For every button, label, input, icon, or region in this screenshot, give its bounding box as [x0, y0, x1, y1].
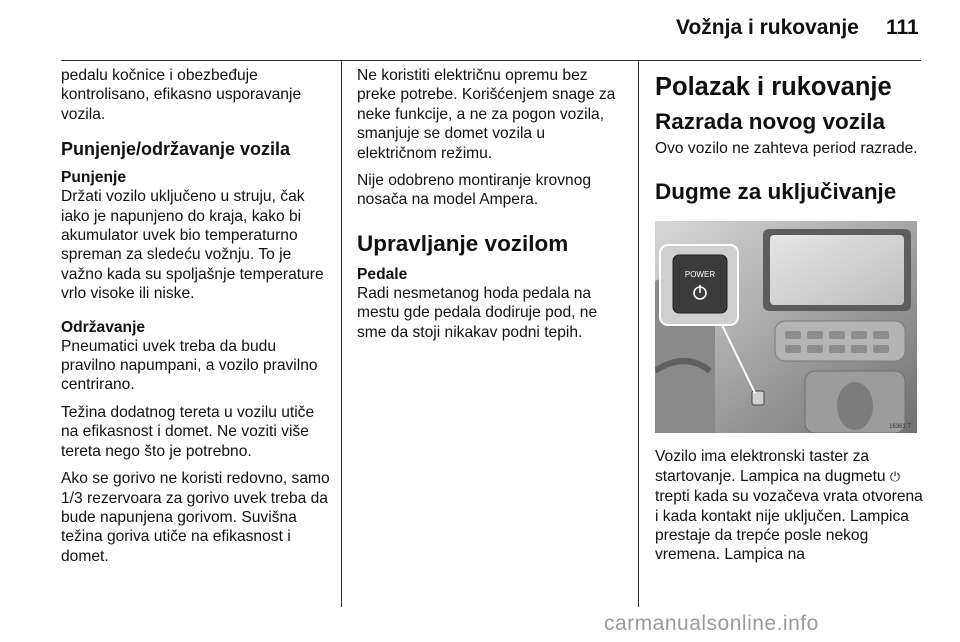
maintenance-paragraph-2: Težina dodatnog tereta u vozilu utiče na efikasnost i domet. Ne voziti više tereta nego što je potrebno. — [61, 403, 315, 460]
power-button-figure — [655, 221, 917, 433]
subheading-maintenance: Održavanje — [61, 318, 146, 336]
column-3 — [655, 66, 925, 573]
maintenance-paragraph-1: Pneumatici uvek treba da budu pravilno napumpani, a vozilo pravilno centrirano. — [61, 337, 318, 394]
caption-part-1: Vozilo ima elektronski taster za startovanje. Lampica na dugmetu — [655, 448, 890, 485]
maintenance-paragraph-3: Ako se gorivo ne koristi redovno, samo 1/3 rezervoara za gorivo uvek treba da bude napunjena gorivom. Suvišna težina goriva utiče na efikasnost i domet. — [61, 470, 330, 565]
break-in-paragraph: Ovo vozilo ne zahteva period razrade. — [655, 140, 918, 157]
dashboard-illustration — [655, 221, 917, 433]
column-2 — [357, 66, 627, 350]
page-number: 111 — [886, 16, 919, 39]
column-divider-2 — [638, 61, 639, 607]
subheading-charging: Punjenje — [61, 169, 126, 187]
figure-power-label: POWER — [684, 270, 716, 280]
heading-power-button: Dugme za uključivanje — [655, 179, 897, 205]
header-rule — [61, 60, 921, 61]
watermark: carmanualsonline.info — [604, 612, 819, 635]
heading-break-in: Razrada novog vozila — [655, 109, 886, 134]
electric-equipment-paragraph: Ne koristiti električnu opremu bez preke potrebe. Korišćenjem snage za neke funkcije, a ne za pogon vozila, smanjuje se domet vozila u električnom režimu. — [357, 67, 616, 162]
figure-code: 16361 T — [889, 424, 911, 431]
roof-rack-paragraph: Nije odobreno montiranje krovnog nosača na model Ampera. — [357, 172, 592, 209]
power-icon: ⏻ — [889, 469, 901, 485]
chapter-heading: Polazak i rukovanje — [655, 73, 892, 101]
section-heading-driving: Upravljanje vozilom — [357, 230, 569, 256]
intro-paragraph: pedalu kočnice i obezbeđuje kontrolisano, efikasno usporavanje vozila. — [61, 67, 302, 123]
running-header-title: Vožnja i rukovanje — [676, 16, 859, 39]
column-1 — [61, 66, 331, 574]
power-button-caption — [655, 447, 925, 564]
section-heading-charging: Punjenje/održavanje vozila — [61, 139, 291, 160]
column-divider-1 — [341, 61, 342, 607]
subheading-pedals: Pedale — [357, 265, 408, 283]
pedals-paragraph: Radi nesmetanog hoda pedala na mestu gde pedala dodiruje pod, ne sme da stoji nikakav podni tepih. — [357, 284, 598, 341]
caption-part-2: trepti kada su vozačeva vrata otvorena i kada kontakt nije uključen. Lampica prestaje da trepće posle nekog vremena. Lampica na — [655, 488, 923, 564]
charging-paragraph: Držati vozilo uključeno u struju, čak iako je napunjeno do kraja, kako bi akumulator uvek bio temperaturno spreman za sledeću vožnju. To je važno kada su spoljašnje temperature vrlo visoke ili niske. — [61, 188, 324, 303]
